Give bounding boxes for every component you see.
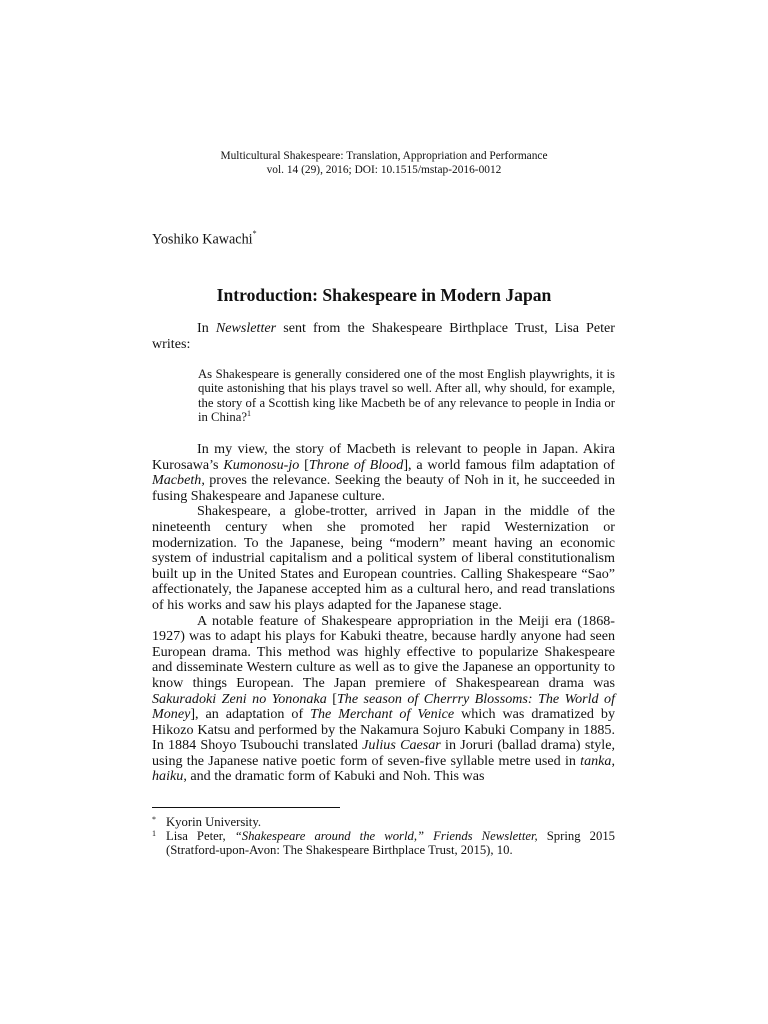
p1-italic-2: Throne of Blood	[308, 456, 404, 473]
p3-italic-2: The season of Cherrry Blossoms: The World of Money	[152, 690, 615, 723]
footnote-mark: *	[152, 815, 156, 824]
fn1-text-2: Spring 2015 (Stratford-upon-Avon: The Shakespeare Birthplace Trust, 2015), 10.	[166, 829, 616, 857]
main-body	[152, 442, 615, 785]
p3-text-5: in Joruri (ballad drama) style, using the Japanese native poetic form of seven-five syllable metre used in	[152, 737, 615, 769]
footnote-divider	[152, 807, 340, 808]
p3-text-7: , and the dramatic form of Kabuki and Noh. This was	[183, 768, 485, 785]
footnotes	[152, 815, 615, 857]
p1-italic-3: Macbeth	[152, 472, 202, 489]
footnote-text: Kyorin University.	[166, 815, 262, 829]
journal-title: Multicultural Shakespeare: Translation, Appropriation and Performance	[220, 150, 548, 162]
p1-text-1: In my view, the story of Macbeth is relevant to people in Japan. Akira Kurosawa’s	[152, 441, 615, 473]
author-name-text: Yoshiko Kawachi	[152, 231, 253, 248]
paragraph-1	[152, 442, 615, 504]
fn1-italic: “Shakespeare around the world,” Friends Newsletter,	[234, 829, 538, 843]
footnote-mark: 1	[152, 829, 156, 838]
intro-paragraph	[152, 321, 615, 352]
p3-italic-5: tanka	[580, 752, 612, 769]
journal-header	[0, 150, 768, 177]
footnote-text	[166, 829, 615, 857]
p3-italic-4: Julius Caesar	[362, 737, 441, 754]
p3-italic-3: The Merchant of Venice	[310, 706, 455, 723]
paragraph-3	[152, 614, 615, 786]
p3-text-1: A notable feature of Shakespeare appropriation in the Meiji era (1868-1927) was to adapt his plays for Kabuki theatre, because hardly anyone had seen European drama. This method was highly effective to popularize Shakespeare and disseminate Western culture as well as to give the Japanese an opportunity to know things European. The Japan premiere of Shakespearean drama was	[152, 612, 615, 691]
footnote-author	[152, 815, 615, 829]
intro-text-1: In	[197, 320, 216, 336]
p3-text-4: which was dramatized by Hikozo Katsu and performed by the Nakamura Sojuro Kabuki Company in 1885. In 1884 Shoyo Tsubouchi translated	[152, 706, 616, 754]
author-footnote-mark: *	[252, 229, 257, 238]
p3-italic-1: Sakuradoki Zeni no Yononaka	[152, 690, 327, 707]
p1-italic-1: Kumonosu-jo	[223, 456, 300, 473]
quote-text: As Shakespeare is generally considered one of the most English playwrights, it is quite astonishing that his plays travel so well. After all, why should, for example, the story of a Scottish king like Macbeth be of any relevance to people in India or in China?	[198, 367, 615, 424]
p3-text-3: ], an adaptation of	[190, 706, 311, 723]
quote-footnote-mark: 1	[246, 408, 251, 418]
block-quote	[198, 367, 615, 424]
paragraph-2: Shakespeare, a globe-trotter, arrived in Japan in the middle of the nineteenth century when she promoted her rapid Westernization or modernization. To the Japanese, being “modern” meant having an economic system of industrial capitalism and a political system of liberal constitutionalism built up in the United States and European countries. Calling Shakespeare “Sao” affectionately, the Japanese accepted him as a cultural hero, and read translations of his works and saw his plays adapted for the Japanese stage.	[152, 503, 615, 613]
author-name	[152, 231, 257, 249]
intro-text-2: sent from the Shakespeare Birthplace Trust, Lisa Peter writes:	[152, 320, 615, 352]
p3-text-6: ,	[611, 752, 615, 769]
journal-volume-doi: vol. 14 (29), 2016; DOI: 10.1515/mstap-2016-0012	[266, 163, 502, 176]
fn1-text-1: Lisa Peter,	[166, 829, 235, 843]
p1-text-2: [	[299, 456, 309, 473]
p3-italic-6: haiku	[152, 768, 184, 785]
p1-text-3: ], a world famous film adaptation of	[403, 456, 615, 473]
article-title: Introduction: Shakespeare in Modern Japan	[216, 285, 552, 305]
p1-text-4: , proves the relevance. Seeking the beauty of Noh in it, he succeeded in fusing Shakespeare and Japanese culture.	[152, 472, 615, 504]
intro-newsletter-italic: Newsletter	[215, 320, 277, 336]
footnote-1	[152, 829, 615, 857]
p3-text-2: [	[326, 690, 337, 707]
